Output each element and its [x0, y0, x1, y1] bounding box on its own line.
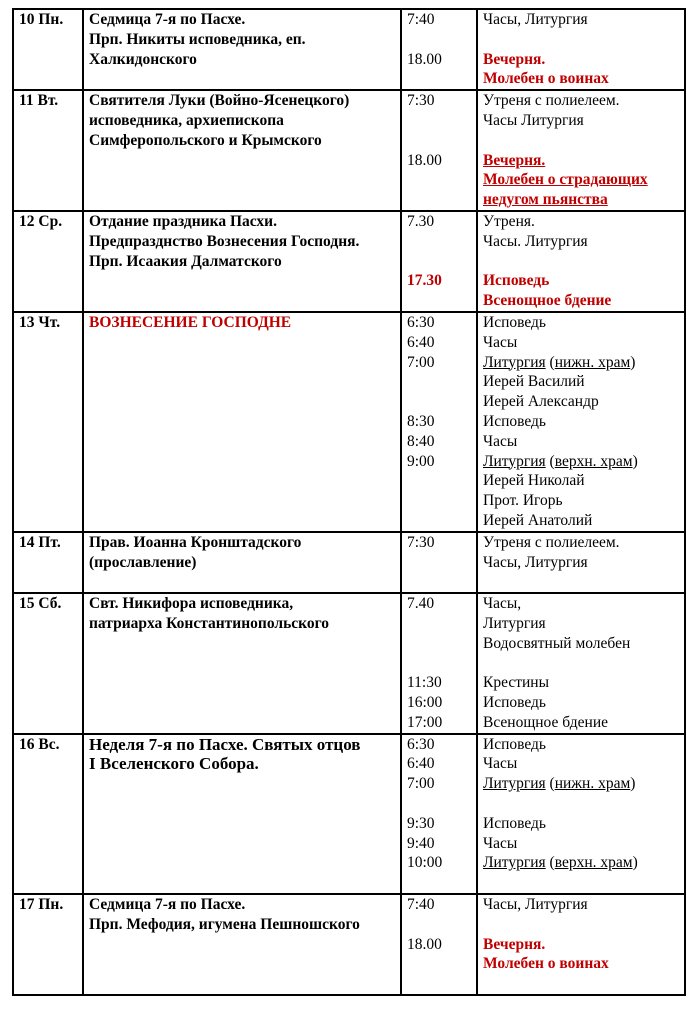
service-item-part: ( [545, 854, 555, 872]
service-item: Часы, Литургия [483, 11, 588, 28]
schedule-row [13, 532, 685, 593]
service-item: Прот. Игорь [483, 492, 563, 510]
schedule-row [13, 894, 685, 995]
service-time: 6:40 [407, 755, 435, 773]
feast-description-line: Святителя Луки (Войно-Ясенецкого) [89, 92, 350, 110]
service-item-part: Литургия [483, 452, 546, 470]
schedule-row [13, 90, 685, 211]
day-cell: 17 Пн. [13, 894, 83, 995]
service-item: Исповедь [483, 272, 550, 290]
service-item-part: ) [630, 353, 636, 371]
feast-description-cell [83, 894, 401, 995]
service-item: Всенощное бдение [483, 292, 612, 310]
service-time: 7:30 [407, 92, 435, 110]
service-time [407, 111, 476, 131]
service-time: 7:40 [407, 896, 435, 914]
service-item-part: нижн. храм [554, 353, 631, 371]
service-item [483, 452, 684, 472]
service-item: Молебен о воинах [483, 70, 609, 88]
service-item: Крестины [483, 674, 550, 692]
service-item: Иерей Александр [483, 393, 599, 411]
service-item: Часы, Литургия [483, 896, 588, 914]
feast-description-line: Халкидонского [89, 50, 197, 68]
service-item [483, 774, 684, 794]
feast-description-cell [83, 593, 401, 734]
service-time: 7:40 [407, 11, 435, 28]
service-item: Исповедь [483, 814, 546, 832]
service-item: Вечерня. [483, 151, 546, 169]
service-item: Часы [483, 432, 518, 450]
feast-description-line: Отдание праздника Пасхи. [89, 212, 277, 230]
service-time: 18.00 [407, 50, 442, 68]
schedule-table [12, 8, 686, 996]
service-item: Утреня с полиелеем. [483, 533, 620, 551]
service-time [407, 131, 476, 151]
service-time [407, 654, 476, 674]
service-time [407, 392, 476, 412]
service-time: 8:30 [407, 412, 435, 430]
time-cell [401, 532, 477, 593]
service-time: 9:00 [407, 452, 435, 470]
feast-description-line: Симферопольского и Крымского [89, 131, 322, 149]
service-item: Утреня. [483, 212, 535, 230]
schedule-row [13, 9, 685, 90]
service-time: 10:00 [407, 854, 443, 872]
service-time: 8:40 [407, 432, 435, 450]
service-time [407, 30, 476, 50]
service-item [483, 915, 684, 935]
day-cell: 15 Сб. [13, 593, 83, 734]
day-cell: 12 Ср. [13, 211, 83, 312]
service-time: 7.40 [407, 595, 435, 613]
service-item-part: ( [545, 775, 555, 793]
services-cell [477, 211, 685, 312]
service-item [483, 794, 684, 814]
service-item: Литургия [483, 614, 546, 632]
service-time [407, 232, 476, 252]
service-item [483, 654, 684, 674]
service-time: 17.30 [407, 272, 442, 290]
service-item: недугом пьянства [483, 191, 608, 209]
schedule-row [13, 211, 685, 312]
service-item: Иерей Василий [483, 373, 585, 391]
feast-description-line: Предпразднство Вознесения Господня. [89, 232, 360, 250]
service-time [407, 794, 476, 814]
service-item [483, 131, 684, 151]
time-cell [401, 9, 477, 90]
day-cell: 13 Чт. [13, 312, 83, 532]
service-item: Часы [483, 333, 518, 351]
service-item: Часы, Литургия [483, 553, 588, 571]
service-time: 7:30 [407, 533, 435, 551]
time-cell [401, 211, 477, 312]
service-time [407, 372, 476, 392]
service-item: Часы, [483, 595, 522, 613]
feast-description-line: ВОЗНЕСЕНИЕ ГОСПОДНЕ [89, 313, 292, 331]
day-cell: 10 Пн. [13, 9, 83, 90]
service-item: Вечерня. [483, 935, 546, 953]
service-time [407, 614, 476, 634]
service-time: 7:00 [407, 775, 435, 793]
time-cell [401, 734, 477, 894]
feast-description-cell [83, 312, 401, 532]
time-cell [401, 593, 477, 734]
feast-description-cell [83, 734, 401, 894]
service-time: 6:30 [407, 735, 435, 753]
day-cell: 11 Вт. [13, 90, 83, 211]
service-item [483, 30, 684, 50]
feast-description-line: (прославление) [89, 553, 197, 571]
time-cell [401, 894, 477, 995]
service-time: 7:00 [407, 353, 435, 371]
feast-description-line: I Вселенского Собора. [89, 754, 259, 774]
services-cell [477, 593, 685, 734]
feast-description-cell [83, 532, 401, 593]
feast-description-line: Свт. Никифора исповедника, [89, 595, 294, 613]
time-cell [401, 312, 477, 532]
feast-description-line: Прав. Иоанна Кронштадского [89, 533, 302, 551]
service-item: Иерей Анатолий [483, 511, 593, 529]
feast-description-cell [83, 90, 401, 211]
schedule-row [13, 312, 685, 532]
schedule-row [13, 734, 685, 894]
service-item: Утреня с полиелеем. [483, 92, 620, 110]
service-item: Исповедь [483, 412, 546, 430]
feast-description-line: Прп. Никиты исповедника, еп. [89, 30, 306, 48]
schedule-body [13, 9, 685, 995]
schedule-row [13, 593, 685, 734]
services-cell [477, 734, 685, 894]
feast-description-line: Прп. Мефодия, игумена Пешношского [89, 915, 360, 933]
service-item-part: ( [545, 452, 555, 470]
feast-description-line: исповедника, архиепископа [89, 111, 284, 129]
service-item: Вечерня. [483, 50, 546, 68]
service-time: 17:00 [407, 713, 443, 731]
service-item: Иерей Николай [483, 472, 585, 490]
service-time: 18.00 [407, 151, 442, 169]
services-cell [477, 312, 685, 532]
service-time [407, 252, 476, 272]
service-time [407, 915, 476, 935]
services-cell [477, 894, 685, 995]
service-item-part: нижн. храм [554, 775, 631, 793]
day-cell: 16 Вс. [13, 734, 83, 894]
service-item [483, 353, 684, 373]
service-item: Водосвятный молебен [483, 634, 631, 652]
service-time: 6:40 [407, 333, 435, 351]
feast-description-cell [83, 211, 401, 312]
service-item: Исповедь [483, 735, 546, 753]
service-item: Часы. Литургия [483, 232, 588, 250]
feast-description-line: Седмица 7-я по Пасхе. [89, 11, 246, 28]
service-item: Молебен о страдающих [483, 171, 648, 189]
service-item-part: ) [632, 854, 638, 872]
service-item: Часы Литургия [483, 111, 584, 129]
feast-description-cell [83, 9, 401, 90]
service-item-part: ( [545, 353, 555, 371]
services-cell [477, 532, 685, 593]
service-item [483, 974, 684, 994]
service-time: 9:30 [407, 814, 435, 832]
services-cell [477, 90, 685, 211]
service-item: Молебен о воинах [483, 955, 609, 973]
feast-description-line: Седмица 7-я по Пасхе. [89, 896, 246, 914]
service-time [407, 634, 476, 654]
service-time: 6:30 [407, 313, 435, 331]
feast-description-line: Прп. Исаакия Далматского [89, 252, 282, 270]
service-time: 11:30 [407, 674, 442, 692]
service-time: 18.00 [407, 935, 442, 953]
day-cell: 14 Пт. [13, 532, 83, 593]
service-item [483, 572, 684, 592]
service-item: Исповедь [483, 694, 546, 712]
feast-description-line: патриарха Константинопольского [89, 614, 330, 632]
service-item: Всенощное бдение [483, 713, 608, 731]
service-item-part: верхн. храм [554, 854, 633, 872]
service-time: 7.30 [407, 212, 435, 230]
service-item-part: верхн. храм [554, 452, 633, 470]
services-cell [477, 9, 685, 90]
service-item-part: ) [632, 452, 638, 470]
service-time: 16:00 [407, 694, 443, 712]
service-item-part: Литургия [483, 353, 546, 371]
time-cell [401, 90, 477, 211]
service-item-part: ) [630, 775, 636, 793]
service-time: 9:40 [407, 834, 435, 852]
service-item: Часы [483, 755, 518, 773]
service-item-part: Литургия [483, 775, 546, 793]
service-item: Часы [483, 834, 518, 852]
service-item [483, 252, 684, 272]
service-item: Исповедь [483, 313, 546, 331]
service-item [483, 853, 684, 873]
service-item [483, 873, 684, 893]
feast-description-line: Неделя 7-я по Пасхе. Святых отцов [89, 734, 361, 754]
service-item-part: Литургия [483, 854, 546, 872]
